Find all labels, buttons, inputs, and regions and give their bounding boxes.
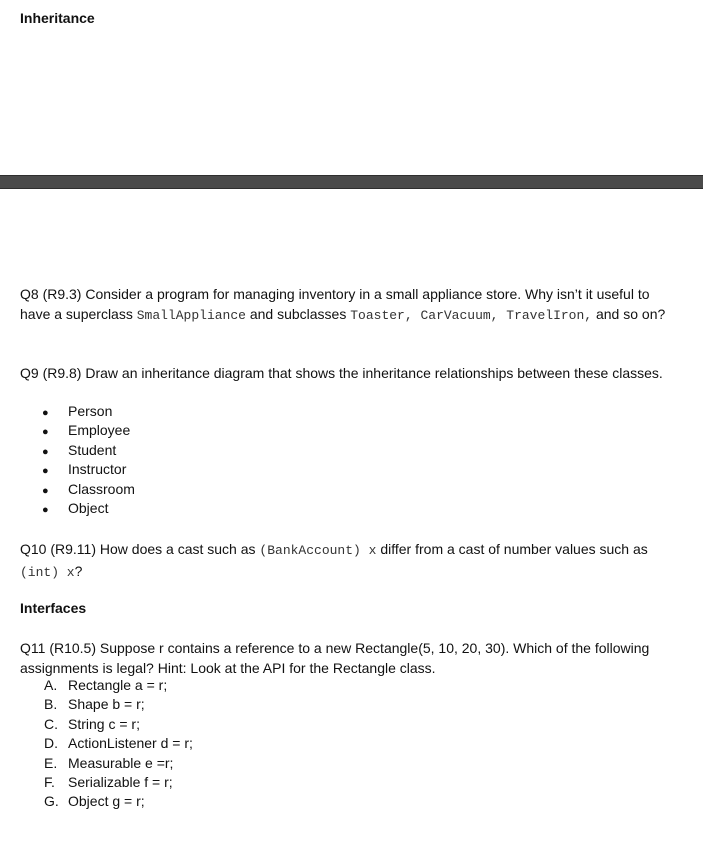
q10-code-int-cast: (int) x xyxy=(20,565,75,580)
section-divider xyxy=(0,175,703,189)
q10-code-cast: (BankAccount) x xyxy=(259,543,377,558)
option-letter: G. xyxy=(44,793,59,810)
option-text: Measurable e =r; xyxy=(68,754,174,771)
question-q11: Q11 (R10.5) Suppose r contains a reference to a new Rectangle(5, 10, 20, 30). Which of the following assignments is legal? Hint: Look at the API for the Rectangle class. xyxy=(20,640,650,676)
list-item xyxy=(42,480,135,499)
list-item-label: Object xyxy=(68,499,109,516)
bullet-icon: ● xyxy=(42,465,49,478)
option-text: Shape b = r; xyxy=(68,696,145,713)
bullet-icon: ● xyxy=(42,426,49,439)
list-item-label: Employee xyxy=(68,422,131,439)
q10-text-1: Q10 (R9.11) How does a cast such as xyxy=(20,541,260,557)
option-text: String c = r; xyxy=(68,715,140,732)
q10-text-2: differ from a cast of number values such as xyxy=(376,541,648,557)
option-text: Serializable f = r; xyxy=(68,773,173,790)
list-item xyxy=(44,792,193,811)
bullet-icon: ● xyxy=(42,407,49,419)
q8-code-smallappliance: SmallAppliance xyxy=(136,308,246,323)
list-item-label: Instructor xyxy=(68,461,127,478)
option-letter: D. xyxy=(44,735,58,752)
list-item xyxy=(42,499,135,518)
option-letter: E. xyxy=(44,754,58,771)
list-item-label: Student xyxy=(68,441,117,458)
heading-interfaces: Interfaces xyxy=(20,600,87,616)
bullet-icon: ● xyxy=(42,484,49,497)
option-text: Rectangle a = r; xyxy=(68,677,168,693)
question-q8 xyxy=(20,284,680,326)
option-text: ActionListener d = r; xyxy=(68,735,193,752)
q8-text-3: and so on? xyxy=(592,306,666,322)
list-item-label: Classroom xyxy=(68,480,135,497)
q8-text-2: and subclasses xyxy=(245,306,351,322)
option-letter: A. xyxy=(44,677,58,693)
list-item xyxy=(42,421,135,440)
q11-options-list xyxy=(44,676,193,812)
heading-inheritance: Inheritance xyxy=(20,10,95,26)
q9-class-list xyxy=(42,402,135,518)
list-item xyxy=(44,773,193,792)
bullet-icon: ● xyxy=(42,445,49,458)
list-item xyxy=(44,754,193,773)
question-q9: Q9 (R9.8) Draw an inheritance diagram that shows the inheritance relationships between these classes. xyxy=(20,365,663,381)
list-item xyxy=(42,402,135,421)
list-item xyxy=(42,441,135,460)
option-text: Object g = r; xyxy=(68,793,145,810)
q10-text-3: ? xyxy=(74,563,83,579)
bullet-icon: ● xyxy=(42,503,49,516)
list-item xyxy=(44,695,193,714)
q8-text-1: Q8 (R9.3) Consider a program for managing inventory in a small appliance store. Why isn’t it useful to have a superclass xyxy=(20,286,650,322)
list-item xyxy=(42,460,135,479)
list-item xyxy=(44,734,193,753)
option-letter: C. xyxy=(44,715,58,732)
option-letter: B. xyxy=(44,696,58,713)
list-item-label: Person xyxy=(68,403,113,419)
question-q10 xyxy=(20,539,680,583)
list-item xyxy=(44,715,193,734)
q8-code-subclasses: Toaster, CarVacuum, TravelIron, xyxy=(350,308,593,323)
option-letter: F. xyxy=(44,773,55,790)
list-item xyxy=(44,676,193,695)
